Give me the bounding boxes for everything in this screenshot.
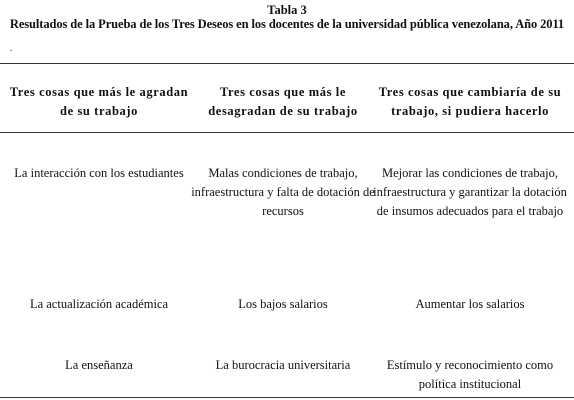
table-cell: Aumentar los salarios bbox=[415, 297, 525, 311]
table-cell: La interacción con los estudiantes bbox=[14, 166, 184, 180]
table-bottom-rule bbox=[0, 397, 574, 398]
table-cell: Malas condiciones de trabajo, infraestructura y falta de dotación de recursos bbox=[191, 166, 375, 218]
table-cell: Estímulo y reconocimiento como política institucional bbox=[386, 358, 554, 391]
table-cell: La actualización académica bbox=[29, 297, 169, 311]
table-cell: La burocracia universitaria bbox=[215, 358, 351, 372]
table-caption: Resultados de la Prueba de los Tres Deseos en los docentes de la universidad pública venezolana, Año 2011 bbox=[9, 17, 565, 31]
table-cell: Mejorar las condiciones de trabajo, infraestructura y garantizar la dotación de insumos adecuados para el trabajo bbox=[373, 166, 567, 218]
stray-mark: . bbox=[10, 43, 13, 53]
table-label: Tabla 3 bbox=[267, 3, 307, 17]
table-cell: Los bajos salarios bbox=[238, 297, 328, 311]
table-cell: La enseñanza bbox=[65, 358, 133, 372]
header-cell-changes: Tres cosas que cambiaría de su trabajo, si pudiera hacerlo bbox=[378, 85, 562, 118]
table-top-rule bbox=[0, 63, 574, 64]
header-cell-likes: Tres cosas que más le agradan de su trabajo bbox=[9, 85, 189, 118]
table-header-rule bbox=[0, 132, 574, 133]
header-cell-dislikes: Tres cosas que más le desagradan de su trabajo bbox=[208, 85, 358, 118]
